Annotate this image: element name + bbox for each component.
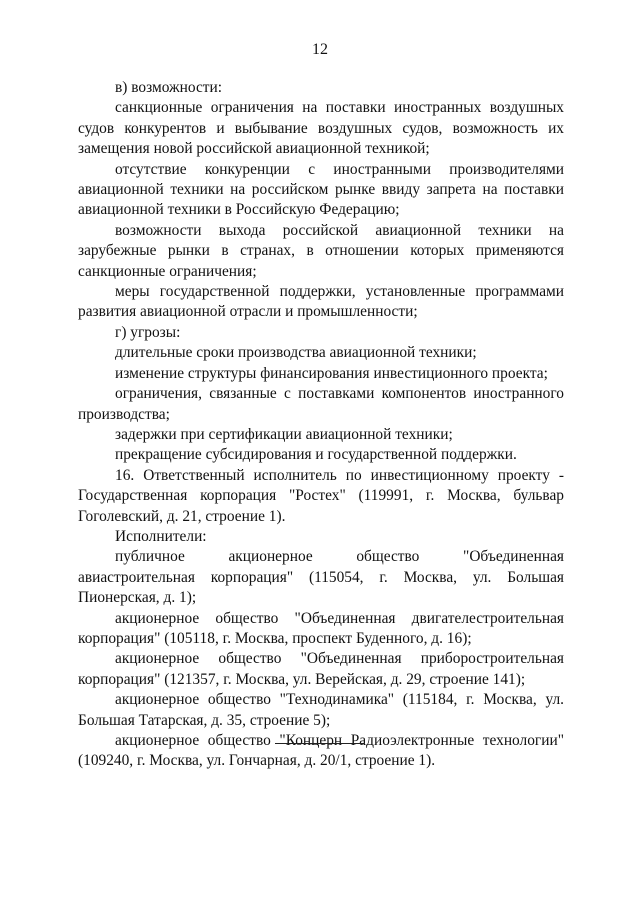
- executor-item: акционерное общество "Объединенная приборостроительная корпорация" (121357, г. Москва, ул. Верейская, д. 29, строение 141);: [78, 650, 564, 688]
- document-body: [78, 78, 564, 772]
- threat-item: задержки при сертификации авиационной техники;: [115, 425, 453, 443]
- executors-heading: Исполнители:: [115, 527, 207, 545]
- executor-item: публичное акционерное общество "Объединенная авиастроительная корпорация" (115054, г. Москва, ул. Большая Пионерская, д. 1);: [78, 548, 564, 607]
- responsible-executor-clause: 16. Ответственный исполнитель по инвестиционному проекту - Государственная корпорация "Ростех" (119991, г. Москва, бульвар Гоголевский, д. 21, строение 1).: [78, 466, 564, 525]
- section-heading-threats: г) угрозы:: [115, 323, 181, 341]
- closing-divider: [275, 743, 365, 744]
- threat-item: прекращение субсидирования и государственной поддержки.: [115, 446, 517, 464]
- threat-item: изменение структуры финансирования инвестиционного проекта;: [115, 364, 548, 382]
- opportunity-item: отсутствие конкуренции с иностранными производителями авиационной техники на российском рынке ввиду запрета на поставки авиационной техники в Российскую Федерацию;: [78, 160, 564, 219]
- page-number: 12: [312, 41, 328, 58]
- executor-item: акционерное общество "Технодинамика" (115184, г. Москва, ул. Большая Татарская, д. 35, строение 5);: [78, 691, 564, 729]
- opportunity-item: возможности выхода российской авиационной техники на зарубежные рынки в странах, в отношении которых применяются санкционные ограничения;: [78, 221, 564, 280]
- executor-item: акционерное общество "Концерн Радиоэлектронные технологии" (109240, г. Москва, ул. Гончарная, д. 20/1, строение 1).: [78, 732, 564, 770]
- opportunity-item: санкционные ограничения на поставки иностранных воздушных судов конкурентов и выбывание воздушных судов, возможность их замещения новой российской авиационной техникой;: [78, 99, 564, 158]
- threat-item: ограничения, связанные с поставками компонентов иностранного производства;: [78, 385, 564, 423]
- opportunity-item: меры государственной поддержки, установленные программами развития авиационной отрасли и промышленности;: [78, 283, 564, 321]
- section-heading-opportunities: в) возможности:: [115, 79, 223, 96]
- executor-item: акционерное общество "Объединенная двигателестроительная корпорация" (105118, г. Москва, проспект Буденного, д. 16);: [78, 609, 564, 647]
- threat-item: длительные сроки производства авиационной техники;: [115, 344, 477, 362]
